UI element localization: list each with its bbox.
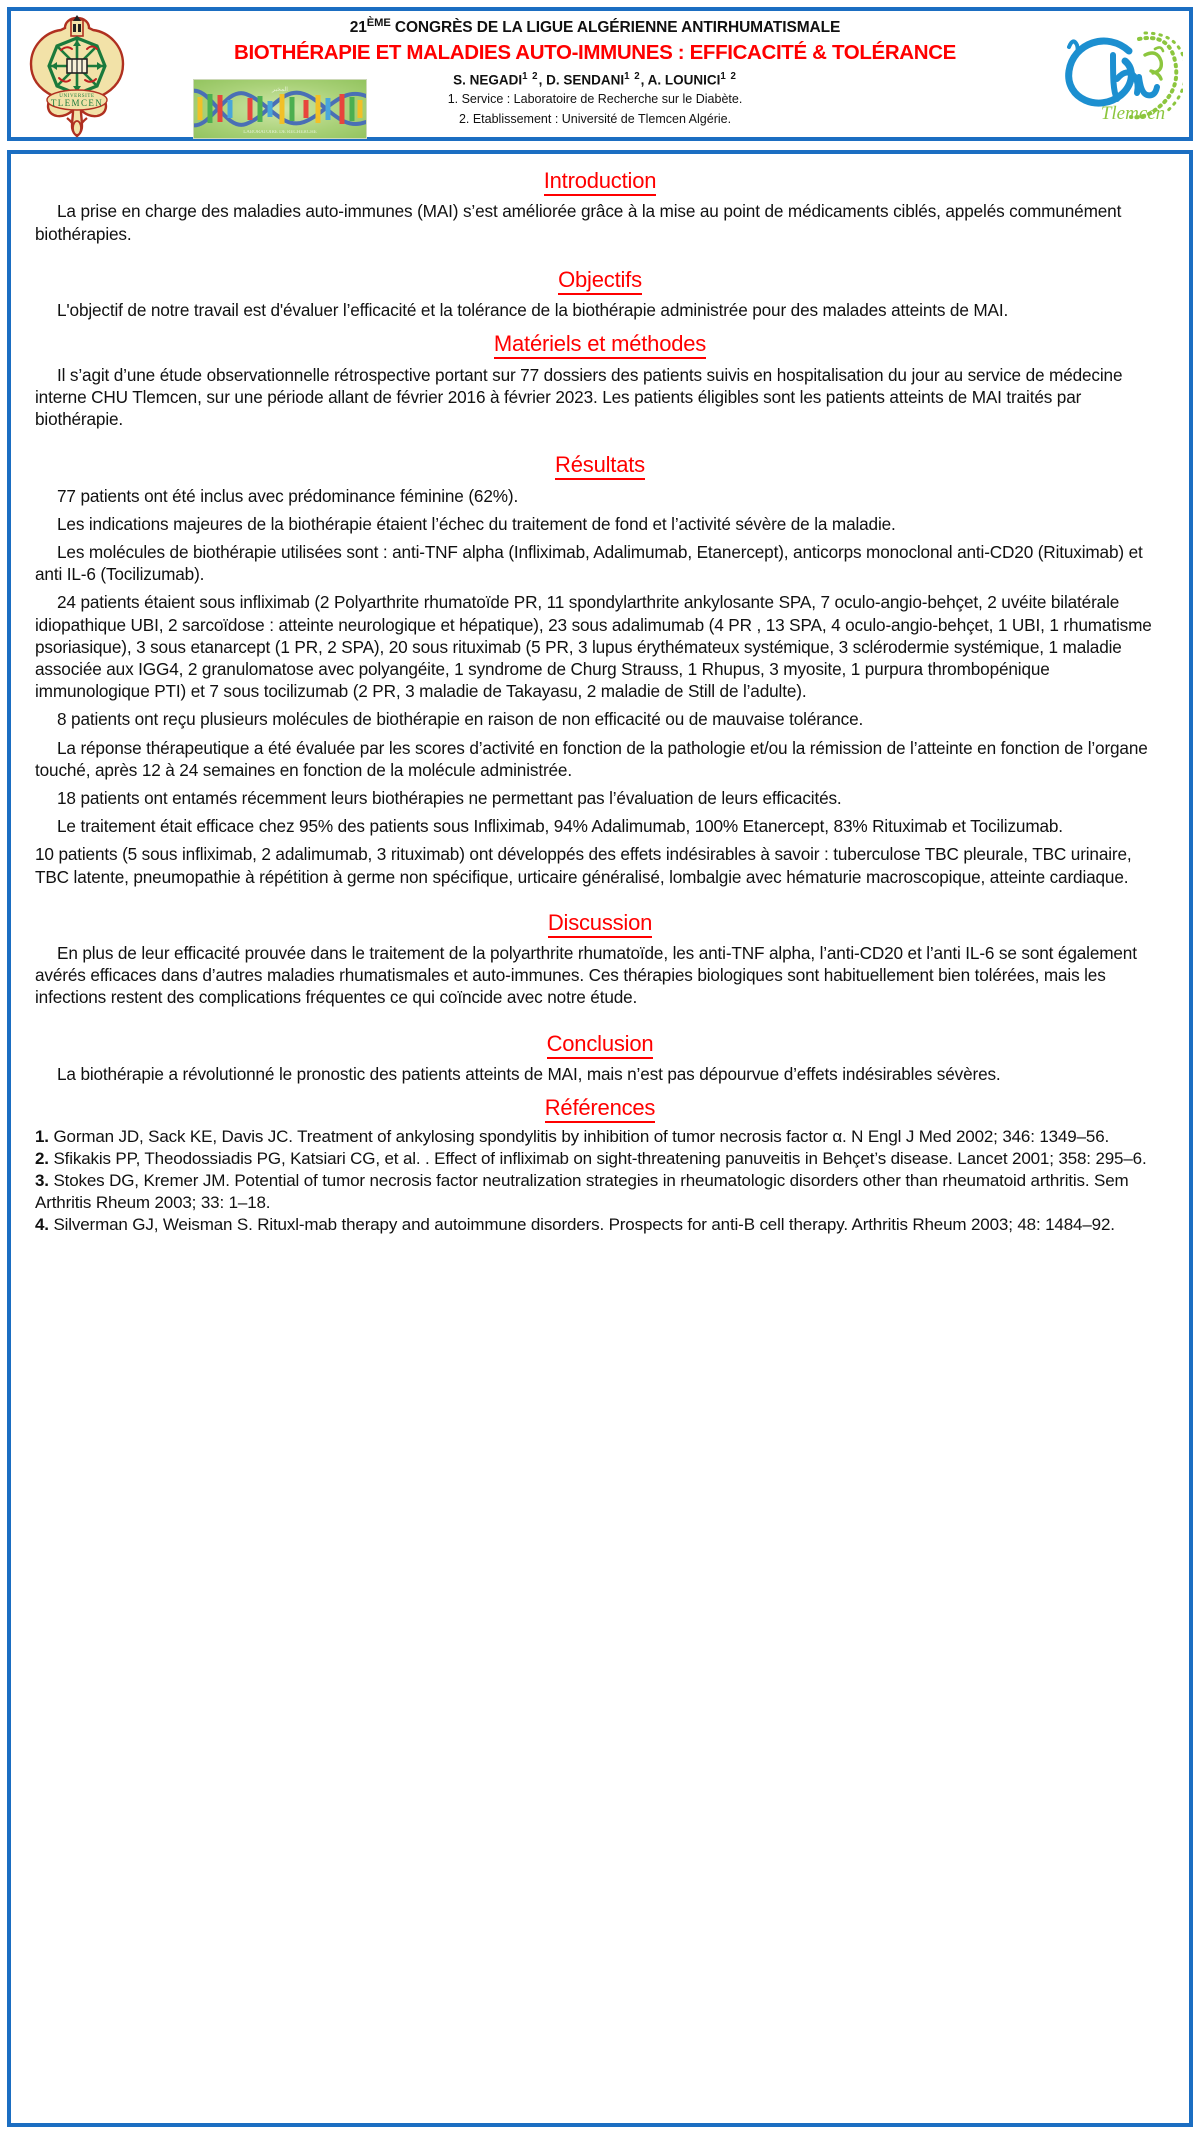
- section-heading-conclusion: [35, 1031, 1165, 1057]
- resultats-paragraph-2: Les indications majeures de la biothérapie étaient l’échec du traitement de fond et l’activité sévère de la maladie.: [57, 513, 896, 534]
- spacer-after-conclusion: [35, 1085, 1165, 1095]
- reference-item-1: [35, 1126, 1165, 1148]
- author-separator-2: ,: [640, 72, 648, 88]
- resultats-paragraph-3: Les molécules de biothérapie utilisées sont : anti-TNF alpha (Infliximab, Adalimumab, Etanercept), anticorps monoclonal anti-CD20 (Rituximab) et anti IL-6 (Tocilizumab).: [35, 542, 1143, 585]
- section-heading-references: [35, 1095, 1165, 1121]
- section-heading-discussion-text: Discussion: [548, 910, 652, 938]
- reference-number-2: 2.: [35, 1148, 49, 1168]
- header-text-block: [141, 17, 1049, 128]
- section-heading-objectifs: [35, 267, 1165, 293]
- poster-header: [7, 7, 1193, 141]
- reference-number-1: 1.: [35, 1126, 49, 1146]
- svg-text:LABORATOIRE DE RECHERCHE: LABORATOIRE DE RECHERCHE: [243, 130, 317, 135]
- resultats-paragraph-9: 10 patients (5 sous infliximab, 2 adalimumab, 3 rituximab) ont développés des effets indésirables à savoir : tuberculose TBC pleurale, TBC urinaire, TBC latente, pneumopathie à répétition à germe non spécifique, urticaire généralisé, lombalgie avec hématurie macroscopique, atteinte cardiaque.: [35, 844, 1132, 887]
- author-2-name: D. SENDANI: [546, 72, 625, 88]
- svg-text:TLEMCEN: TLEMCEN: [50, 98, 104, 108]
- reference-text-2: Sfikakis PP, Theodossiadis PG, Katsiari CG, et al. . Effect of infliximab on sight-threatening panuveitis in Behçet’s disease. Lancet 2001; 358: 295–6.: [48, 1148, 1147, 1168]
- resultats-paragraph-4: 24 patients étaient sous infliximab (2 Polyarthrite rhumatoïde PR, 11 spondylarthrite ankylosante SPA, 7 oculo-angio-behçet, 2 uvéite bilatérale idiopathique UBI, 2 sarcoïdose : atteinte neurologique et hépatique), 23 sous adalimumab (4 PR , 13 SPA, 4 oculo-angio-behçet, 1 UBI, 1 rhumatisme psoriasique), 3 sous etanarcept (1 PR, 2 SPA), 20 sous rituximab (5 PR, 3 lupus érythémateux systémique, 3 sclérodermie systémique, 1 maladie associée aux IGG4, 2 granulomatose avec polyangéite, 1 syndrome de Churg Strauss, 1 Rhupus, 3 myosite, 1 purpura thrombopénique immunologique PTI) et 7 sous tocilizumab (2 PR, 3 maladie de Takayasu, 2 maladie de Still de l’adulte).: [35, 592, 1152, 702]
- reference-text-3: Stokes DG, Kremer JM. Potential of tumor necrosis factor neutralization strategies in rheumatologic disorders other than rheumatoid arthritis. Sem Arthritis Rheum 2003; 33: 1–18.: [35, 1170, 1129, 1212]
- svg-text:المخبر: المخبر: [272, 87, 288, 93]
- author-3-affiliation-marker: 1 2: [720, 70, 737, 82]
- affiliation-2: 2. Etablissement : Université de Tlemcen Algérie.: [458, 112, 732, 127]
- spacer-after-materiels: [35, 430, 1165, 452]
- section-heading-objectifs-text: Objectifs: [558, 267, 642, 295]
- section-heading-discussion: [35, 910, 1165, 936]
- section-heading-conclusion-text: Conclusion: [547, 1031, 654, 1059]
- section-heading-references-text: Références: [545, 1095, 656, 1123]
- author-1-affiliation-marker: 1 2: [522, 70, 539, 82]
- svg-text:Tlemcen: Tlemcen: [1100, 103, 1166, 124]
- congress-title: [141, 17, 1049, 37]
- section-heading-resultats: [35, 452, 1165, 478]
- congress-title-rest: CONGRÈS DE LA LIGUE ALGÉRIENNE ANTIRHUMATISMALE: [390, 19, 841, 37]
- resultats-paragraph-7: 18 patients ont entamés récemment leurs biothérapies ne permettant pas l’évaluation de leurs efficacités.: [57, 787, 842, 808]
- spacer-after-introduction: [35, 245, 1165, 267]
- author-separator-1: ,: [538, 72, 547, 88]
- section-heading-materiels-methodes-text: Matériels et méthodes: [494, 331, 706, 359]
- introduction-paragraph: La prise en charge des maladies auto-immunes (MAI) s’est améliorée grâce à la mise au point de médicaments ciblés, appelés communément biothérapies.: [35, 201, 1122, 244]
- reference-item-3: [35, 1170, 1165, 1214]
- page-title: BIOTHÉRAPIE ET MALADIES AUTO-IMMUNES : EFFICACITÉ & TOLÉRANCE: [234, 40, 956, 64]
- section-heading-introduction-text: Introduction: [544, 168, 657, 196]
- objectifs-paragraph: L'objectif de notre travail est d'évaluer l’efficacité et la tolérance de la biothérapie administrée pour des malades atteints de MAI.: [57, 300, 1009, 321]
- affiliation-1: 1. Service : Laboratoire de Recherche sur le Diabète.: [447, 92, 743, 107]
- reference-item-2: [35, 1148, 1165, 1170]
- section-heading-materiels-methodes: [35, 331, 1165, 357]
- resultats-paragraph-1: 77 patients ont été inclus avec prédominance féminine (62%).: [57, 485, 519, 506]
- chu-tlemcen-logo-icon: [1055, 21, 1183, 133]
- authors-line: [141, 71, 1049, 89]
- reference-text-4: Silverman GJ, Weisman S. Rituxl-mab therapy and autoimmune disorders. Prospects for anti-B cell therapy. Arthritis Rheum 2003; 48: 1484–92.: [48, 1214, 1115, 1234]
- references-list: [35, 1126, 1165, 1236]
- congress-ordinal-suffix: ÈME: [366, 17, 391, 29]
- reference-item-4: [35, 1214, 1165, 1236]
- spacer-after-resultats: [35, 888, 1165, 910]
- spacer-after-objectifs: [35, 321, 1165, 331]
- materiels-paragraph: Il s’agit d’une étude observationnelle rétrospective portant sur 77 dossiers des patients suivis en hospitalisation du jour au service de médecine interne CHU Tlemcen, sur une période allant de février 2016 à février 2023. Les patients éligibles sont les patients atteints de MAI traités par biothérapie.: [35, 364, 1123, 430]
- author-2-affiliation-marker: 1 2: [624, 70, 641, 82]
- discussion-paragraph: En plus de leur efficacité prouvée dans le traitement de la polyarthrite rhumatoïde, les anti-TNF alpha, l’anti-CD20 et l’anti IL-6 se sont également avérés efficaces dans d’autres maladies rhumatismales et auto-immunes. Ces thérapies biologiques sont habituellement bien tolérées, mais les infections restent des complications fréquentes ce qui coïncide avec notre étude.: [35, 943, 1137, 1008]
- university-tlemcen-logo-icon: [23, 14, 131, 140]
- reference-text-1: Gorman JD, Sack KE, Davis JC. Treatment of ankylosing spondylitis by inhibition of tumor necrosis factor α. N Engl J Med 2002; 346: 1349–56.: [48, 1126, 1110, 1146]
- svg-text:UNIVERSITE: UNIVERSITE: [59, 94, 95, 99]
- spacer-after-discussion: [35, 1009, 1165, 1031]
- header-body-gap: [7, 141, 1193, 150]
- author-1-name: S. NEGADI: [453, 72, 523, 88]
- reference-number-4: 4.: [35, 1214, 49, 1234]
- congress-number: 21: [349, 19, 367, 37]
- conclusion-paragraph: La biothérapie a révolutionné le pronostic des patients atteints de MAI, mais n’est pas dépourvue d’effets indésirables sévères.: [57, 1064, 1001, 1085]
- resultats-paragraph-5: 8 patients ont reçu plusieurs molécules de biothérapie en raison de non efficacité ou de mauvaise tolérance.: [57, 709, 864, 730]
- section-heading-resultats-text: Résultats: [555, 452, 645, 480]
- section-heading-introduction: [35, 168, 1165, 194]
- resultats-paragraph-6: La réponse thérapeutique a été évaluée par les scores d’activité en fonction de la pathologie et/ou la rémission de l’atteinte en fonction de l’organe touché, après 12 à 24 semaines en fonction de la molécule administrée.: [35, 737, 1148, 780]
- author-3-name: A. LOUNICI: [647, 72, 721, 88]
- poster-body: [7, 150, 1193, 2127]
- resultats-paragraph-8: Le traitement était efficace chez 95% des patients sous Infliximab, 94% Adalimumab, 100% Etanercept, 83% Rituximab et Tocilizumab.: [57, 816, 1063, 837]
- reference-number-3: 3.: [35, 1170, 49, 1190]
